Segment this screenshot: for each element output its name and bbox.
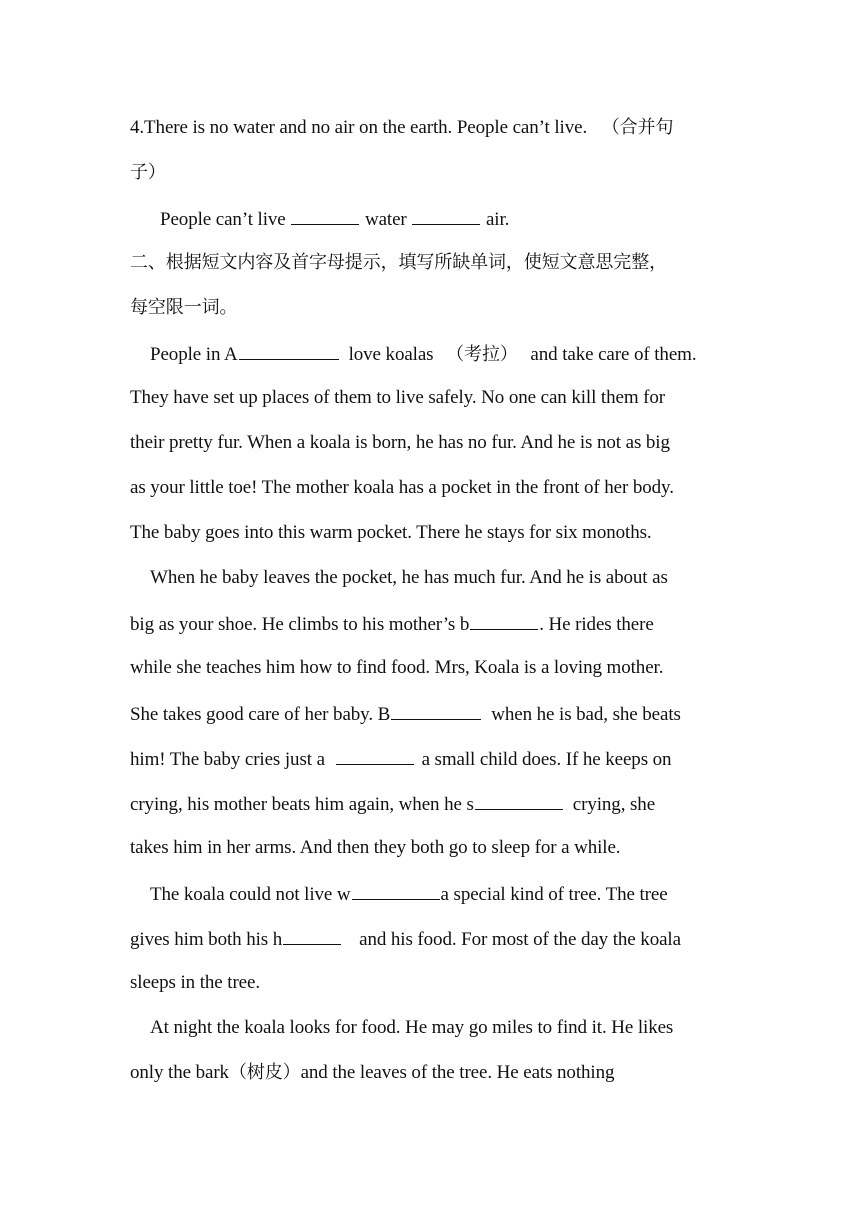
passage-text: The koala could not live w <box>150 884 351 905</box>
blank-w[interactable] <box>352 881 440 900</box>
passage-text: People in A <box>150 344 238 365</box>
question-4-instruction: （合并句 <box>601 117 674 138</box>
answer-text-end: air. <box>485 209 510 230</box>
question-4-instruction-cont: 子） <box>130 162 166 183</box>
passage-line: their pretty fur. When a koala is born, he has no fur. And he is not as big <box>130 432 670 453</box>
blank-like[interactable] <box>336 746 414 765</box>
answer-text-start: People can’t live <box>160 209 286 230</box>
passage-line <box>130 611 654 637</box>
passage-text: love koalas <box>348 344 434 365</box>
passage-text: him! The baby cries just a <box>130 749 325 770</box>
blank-b[interactable] <box>470 611 538 630</box>
passage-line <box>130 746 671 772</box>
section-2-heading-cont: 每空限一词。 <box>130 297 238 318</box>
blank-h[interactable] <box>283 926 341 945</box>
section-2-heading: 二、根据短文内容及首字母提示，填写所缺单词，使短文意思完整， <box>130 252 667 273</box>
passage-text: gives him both his h <box>130 929 283 950</box>
passage-text: and the leaves of the tree. He eats nothing <box>300 1062 615 1083</box>
passage-text: and take care of them. <box>530 344 697 365</box>
question-4-text: 4.There is no water and no air on the earth. People can’t live. <box>130 117 588 138</box>
blank-s[interactable] <box>475 791 563 810</box>
passage-text: and his food. For most of the day the koala <box>359 929 681 950</box>
passage-text: big as your shoe. He climbs to his mother’s b <box>130 614 470 635</box>
passage-line: takes him in her arms. And then they both go to sleep for a while. <box>130 837 621 858</box>
passage-line <box>130 701 681 727</box>
passage-text: a small child does. If he keeps on <box>421 749 672 770</box>
passage-line: while she teaches him how to find food. Mrs, Koala is a loving mother. <box>130 657 664 678</box>
passage-line <box>130 1061 614 1085</box>
passage-text: when he is bad, she beats <box>491 704 681 725</box>
question-4-answer-line <box>160 206 509 232</box>
passage-text: a special kind of tree. The tree <box>440 884 668 905</box>
passage-line: When he baby leaves the pocket, he has much fur. And he is about as <box>150 567 668 588</box>
passage-line: sleeps in the tree. <box>130 972 260 993</box>
passage-text: crying, she <box>572 794 656 815</box>
passage-line <box>130 791 655 817</box>
answer-blank-2[interactable] <box>412 206 480 225</box>
annotation-bark: （树皮） <box>228 1062 301 1083</box>
passage-text: only the bark <box>130 1062 229 1083</box>
blank-b2[interactable] <box>391 701 481 720</box>
passage-line: They have set up places of them to live safely. No one can kill them for <box>130 387 666 408</box>
passage-line <box>150 341 696 367</box>
passage-line <box>130 926 681 952</box>
blank-a[interactable] <box>239 341 339 360</box>
passage-line: At night the koala looks for food. He may go miles to find it. He likes <box>150 1017 674 1038</box>
passage-line: The baby goes into this warm pocket. There he stays for six monoths. <box>130 522 652 543</box>
question-4-line <box>130 116 673 140</box>
answer-blank-1[interactable] <box>291 206 359 225</box>
answer-text-mid: water <box>364 209 407 230</box>
passage-line <box>150 881 668 907</box>
annotation-koala: （考拉） <box>446 344 518 365</box>
passage-text: crying, his mother beats him again, when he s <box>130 794 474 815</box>
passage-text: She takes good care of her baby. B <box>130 704 391 725</box>
passage-line: as your little toe! The mother koala has a pocket in the front of her body. <box>130 477 674 498</box>
passage-text: . He rides there <box>539 614 654 635</box>
